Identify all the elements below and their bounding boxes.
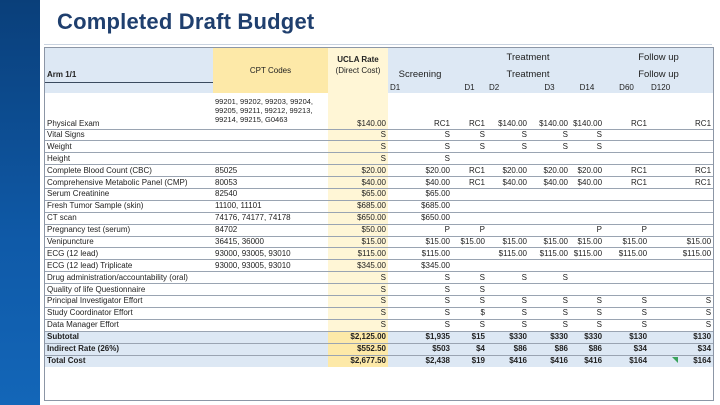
cpt-code-cell: 93000, 93005, 93010 [213, 248, 328, 260]
visit-cost-cell: $15.00 [487, 236, 529, 248]
treatment-top-header: Treatment [452, 48, 604, 68]
visit-cost-cell [604, 129, 649, 141]
visit-cost-cell [452, 153, 487, 165]
rate-cell: $20.00 [328, 165, 388, 177]
visit-cost-cell [529, 212, 570, 224]
table-row [45, 260, 713, 272]
cpt-code-cell [213, 272, 328, 284]
visit-cost-cell: S [649, 319, 713, 331]
cpt-code-cell [213, 295, 328, 307]
table-row [45, 236, 713, 248]
visit-cost-cell: S [529, 307, 570, 319]
visit-cost-cell [487, 212, 529, 224]
visit-cost-cell: P [604, 224, 649, 236]
summary-label: Subtotal [45, 331, 213, 343]
summary-value: $1,935 [388, 331, 452, 343]
visit-cost-cell: S [529, 141, 570, 153]
visit-cost-cell: S [487, 272, 529, 284]
visit-cost-cell: S [570, 129, 604, 141]
visit-cost-cell: $15.00 [649, 236, 713, 248]
visit-cost-cell: $115.00 [570, 248, 604, 260]
visit-cost-cell: $140.00 [539, 118, 568, 128]
table-row [45, 284, 713, 296]
visit-cost-cell: $115.00 [487, 248, 529, 260]
summary-blank [213, 343, 328, 355]
cpt-code-cell: 99201, 99202, 99203, 99204, 99205, 99211, 99212, 99213, 99214, 99215, G0463 [215, 97, 314, 125]
summary-value: $4 [452, 343, 487, 355]
summary-value: $2,438 [388, 355, 452, 367]
visit-cost-cell: $345.00 [388, 260, 452, 272]
table-row [45, 307, 713, 319]
visit-cost-cell [649, 153, 713, 165]
budget-spreadsheet [44, 47, 714, 401]
rate-cell: $15.00 [328, 236, 388, 248]
summary-row [45, 343, 713, 355]
visit-cost-cell: S [388, 284, 452, 296]
rate-cell: S [328, 129, 388, 141]
visit-cost-cell: S [452, 141, 487, 153]
table-row [45, 319, 713, 331]
procedure-name: Comprehensive Metabolic Panel (CMP) [45, 177, 213, 189]
table-row [45, 224, 713, 236]
rate-cell: $685.00 [328, 200, 388, 212]
cpt-code-cell [213, 141, 328, 153]
page-title: Completed Draft Budget [57, 9, 315, 34]
summary-value: $330 [529, 331, 570, 343]
visit-cost-cell [570, 188, 604, 200]
cpt-code-cell: 11100, 11101 [213, 200, 328, 212]
visit-cost-cell [604, 153, 649, 165]
visit-cost-cell [604, 200, 649, 212]
procedure-name: Study Coordinator Effort [45, 307, 213, 319]
summary-value: $34 [649, 343, 713, 355]
visit-cost-cell: $140.00 [498, 118, 527, 128]
summary-blank [213, 355, 328, 367]
visit-cost-cell: $140.00 [573, 118, 603, 128]
procedure-name: Quality of life Questionnaire [45, 284, 213, 296]
summary-value: $416 [487, 355, 529, 367]
procedure-name: Data Manager Effort [45, 319, 213, 331]
visit-cost-cell: S [649, 307, 713, 319]
followup-top-header: Follow up [604, 48, 713, 68]
summary-rows [45, 331, 713, 367]
treatment-header: Treatment [452, 68, 604, 82]
visit-cost-cell: $15.00 [570, 236, 604, 248]
visit-cost-cell: $650.00 [388, 212, 452, 224]
visit-cost-cell [649, 224, 713, 236]
cpt-code-cell: 93000, 93005, 93010 [213, 260, 328, 272]
visit-cost-cell [529, 153, 570, 165]
rate-cell: S [328, 153, 388, 165]
visit-cost-cell: S [570, 295, 604, 307]
visit-cost-cell [487, 260, 529, 272]
visit-cost-cell [604, 272, 649, 284]
visit-cost-cell: $40.00 [487, 177, 529, 189]
rate-cell: $115.00 [328, 248, 388, 260]
procedure-name: Pregnancy test (serum) [45, 224, 213, 236]
visit-cost-cell [649, 188, 713, 200]
visit-cost-cell: S [604, 319, 649, 331]
summary-row [45, 331, 713, 343]
visit-cost-cell [529, 200, 570, 212]
visit-day-row [45, 82, 713, 93]
ucla-rate-header: UCLA Rate (Direct Cost) [328, 48, 388, 82]
summary-label: Indirect Rate (26%) [45, 343, 213, 355]
screening-header: Screening [388, 68, 452, 82]
summary-value: $130 [604, 331, 649, 343]
visit-cost-cell: S [388, 319, 452, 331]
visit-cost-cell: RC1 [649, 165, 713, 177]
visit-cost-cell: $15.00 [388, 236, 452, 248]
visit-label: D1 [452, 82, 487, 93]
table-row [45, 177, 713, 189]
visit-cost-cell: $115.00 [604, 248, 649, 260]
visit-cost-cell [529, 284, 570, 296]
summary-row [45, 355, 713, 367]
visit-cost-cell [649, 129, 713, 141]
summary-value: $416 [529, 355, 570, 367]
rate-cell: S [328, 272, 388, 284]
visit-cost-cell [604, 188, 649, 200]
visit-cost-cell: $40.00 [529, 177, 570, 189]
visit-cost-cell [570, 200, 604, 212]
title-divider [44, 44, 712, 45]
table-row [45, 93, 713, 129]
visit-cost-cell [570, 272, 604, 284]
visit-cost-cell [452, 260, 487, 272]
visit-cost-cell [529, 188, 570, 200]
procedure-name: Height [45, 153, 213, 165]
rate-cell: S [328, 319, 388, 331]
summary-value: $416 [570, 355, 604, 367]
procedure-name: Principal Investigator Effort [45, 295, 213, 307]
rate-cell: $65.00 [328, 188, 388, 200]
visit-cost-cell [529, 260, 570, 272]
cpt-code-cell: 84702 [213, 224, 328, 236]
rate-cell: $345.00 [328, 260, 388, 272]
cpt-code-cell: 85025 [213, 165, 328, 177]
procedure-name: CT scan [45, 212, 213, 224]
visit-cost-cell [649, 272, 713, 284]
budget-table [45, 48, 713, 367]
visit-cost-cell: $40.00 [388, 177, 452, 189]
visit-cost-cell: RC1 [649, 177, 713, 189]
visit-cost-cell [487, 153, 529, 165]
visit-cost-cell: S [570, 307, 604, 319]
summary-value: $86 [570, 343, 604, 355]
visit-cost-cell: S [487, 129, 529, 141]
procedure-name: ECG (12 lead) Triplicate [45, 260, 213, 272]
visit-cost-cell: $115.00 [649, 248, 713, 260]
table-row [45, 212, 713, 224]
procedure-name: Drug administration/accountability (oral) [45, 272, 213, 284]
summary-value: $34 [604, 343, 649, 355]
visit-cost-cell: S [649, 295, 713, 307]
table-row [45, 188, 713, 200]
cpt-codes-header: CPT Codes [213, 48, 328, 93]
visit-label: D60 [604, 82, 649, 93]
table-row [45, 248, 713, 260]
visit-cost-cell [452, 188, 487, 200]
summary-value: $86 [529, 343, 570, 355]
visit-cost-cell: RC1 [452, 177, 487, 189]
visit-cost-cell: S [452, 295, 487, 307]
cpt-code-cell [213, 307, 328, 319]
visit-cost-cell: RC1 [604, 165, 649, 177]
visit-cost-cell: S [452, 319, 487, 331]
visit-cost-cell: $115.00 [388, 248, 452, 260]
visit-cost-cell [649, 212, 713, 224]
visit-cost-cell: S [388, 295, 452, 307]
table-row [45, 165, 713, 177]
visit-cost-cell: S [452, 284, 487, 296]
visit-cost-cell: $40.00 [570, 177, 604, 189]
comment-indicator [672, 357, 678, 363]
rate-cell: S [328, 284, 388, 296]
table-row [45, 200, 713, 212]
visit-cost-cell: S [487, 295, 529, 307]
visit-cost-cell [487, 200, 529, 212]
visit-cost-cell: RC1 [604, 177, 649, 189]
followup-header: Follow up [604, 68, 713, 82]
table-row [45, 295, 713, 307]
visit-cost-cell: $15.00 [604, 236, 649, 248]
rate-cell: $650.00 [328, 212, 388, 224]
visit-cost-cell [604, 284, 649, 296]
cpt-code-cell [213, 319, 328, 331]
visit-cost-cell [604, 141, 649, 153]
visit-cost-cell: S [388, 141, 452, 153]
visit-cost-cell: S [529, 295, 570, 307]
visit-cost-cell: $20.00 [388, 165, 452, 177]
visit-cost-cell [452, 200, 487, 212]
visit-label: D14 [570, 82, 604, 93]
cpt-code-cell: 74176, 74177, 74178 [213, 212, 328, 224]
summary-value: $330 [570, 331, 604, 343]
visit-cost-cell: S [452, 129, 487, 141]
cpt-code-cell: 80053 [213, 177, 328, 189]
table-row [45, 153, 713, 165]
visit-cost-cell: $15.00 [529, 236, 570, 248]
visit-cost-cell: P [388, 224, 452, 236]
visit-cost-cell: S [529, 129, 570, 141]
rate-cell: S [328, 141, 388, 153]
visit-label: D120 [649, 82, 713, 93]
rate-cell: S [328, 295, 388, 307]
summary-value: $330 [487, 331, 529, 343]
summary-rate: $2,677.50 [328, 355, 388, 367]
procedure-rows [45, 93, 713, 331]
cpt-code-cell [213, 129, 328, 141]
visit-cost-cell [570, 153, 604, 165]
procedure-name: Vital Signs [45, 129, 213, 141]
visit-cost-cell: $20.00 [529, 165, 570, 177]
visit-cost-cell [570, 212, 604, 224]
procedure-name: Venipuncture [45, 236, 213, 248]
summary-rate: $2,125.00 [328, 331, 388, 343]
visit-cost-cell [487, 284, 529, 296]
table-row [45, 129, 713, 141]
summary-value: $19 [452, 355, 487, 367]
cpt-code-cell: 36415, 36000 [213, 236, 328, 248]
arm-label: Arm 1/1 [45, 68, 213, 82]
visit-cost-cell: S [452, 272, 487, 284]
visit-cost-cell [452, 248, 487, 260]
visit-cost-cell: RC1 [695, 118, 712, 128]
visit-label: D3 [529, 82, 570, 93]
visit-cost-cell: RC1 [631, 118, 648, 128]
visit-cost-cell: S [604, 295, 649, 307]
visit-cost-cell [529, 224, 570, 236]
procedure-name: Serum Creatinine [45, 188, 213, 200]
visit-cost-cell [604, 260, 649, 272]
procedure-name: Physical Exam [47, 118, 100, 128]
visit-cost-cell: S [487, 319, 529, 331]
summary-value: $503 [388, 343, 452, 355]
header-row-1 [45, 48, 713, 68]
visit-label: D2 [487, 82, 529, 93]
visit-cost-cell [604, 212, 649, 224]
visit-cost-cell: S [388, 129, 452, 141]
visit-cost-cell: $685.00 [388, 200, 452, 212]
visit-cost-cell: S [570, 319, 604, 331]
visit-cost-cell [452, 212, 487, 224]
visit-label: D1 [388, 82, 452, 93]
visit-cost-cell [649, 141, 713, 153]
header-blank [45, 48, 213, 68]
procedure-name: Complete Blood Count (CBC) [45, 165, 213, 177]
visit-cost-cell: $20.00 [570, 165, 604, 177]
visit-cost-cell: $65.00 [388, 188, 452, 200]
visit-cost-cell: RC1 [433, 118, 450, 128]
visit-cost-cell: $20.00 [487, 165, 529, 177]
visit-cost-cell: $115.00 [529, 248, 570, 260]
rate-cell: $40.00 [328, 177, 388, 189]
rate-cell: $140.00 [328, 93, 388, 129]
summary-blank [213, 331, 328, 343]
summary-label: Total Cost [45, 355, 213, 367]
procedure-name: Weight [45, 141, 213, 153]
visit-cost-cell: $15.00 [452, 236, 487, 248]
cpt-code-cell: 82540 [213, 188, 328, 200]
visit-cost-cell: S [487, 141, 529, 153]
table-row [45, 272, 713, 284]
visit-cost-cell: S [529, 272, 570, 284]
visit-cost-cell: P [452, 224, 487, 236]
visit-cost-cell [487, 188, 529, 200]
visit-cost-cell: P [570, 224, 604, 236]
visit-cost-cell [649, 260, 713, 272]
rate-cell: S [328, 307, 388, 319]
summary-value: $164 [649, 355, 713, 367]
cpt-code-cell [213, 284, 328, 296]
left-accent-bar [0, 0, 40, 405]
summary-value: $86 [487, 343, 529, 355]
visit-cost-cell: S [570, 141, 604, 153]
rate-cell: $50.00 [328, 224, 388, 236]
visit-cost-cell: S [388, 153, 452, 165]
visit-cost-cell: S [388, 307, 452, 319]
visit-cost-cell: RC1 [468, 118, 485, 128]
cpt-code-cell [213, 153, 328, 165]
visit-cost-cell [649, 284, 713, 296]
visit-cost-cell [570, 260, 604, 272]
procedure-name: Fresh Tumor Sample (skin) [45, 200, 213, 212]
visit-cost-cell [570, 284, 604, 296]
visit-cost-cell: S [529, 319, 570, 331]
procedure-name: ECG (12 lead) [45, 248, 213, 260]
table-row [45, 141, 713, 153]
visit-cost-cell: S [388, 272, 452, 284]
summary-value: $15 [452, 331, 487, 343]
visit-cost-cell: S [604, 307, 649, 319]
visit-cost-cell [649, 200, 713, 212]
visit-cost-cell: S [487, 307, 529, 319]
visit-cost-cell: $ [452, 307, 487, 319]
visit-cost-cell [487, 224, 529, 236]
summary-value: $164 [604, 355, 649, 367]
visit-cost-cell: RC1 [452, 165, 487, 177]
summary-rate: $552.50 [328, 343, 388, 355]
summary-value: $130 [649, 331, 713, 343]
